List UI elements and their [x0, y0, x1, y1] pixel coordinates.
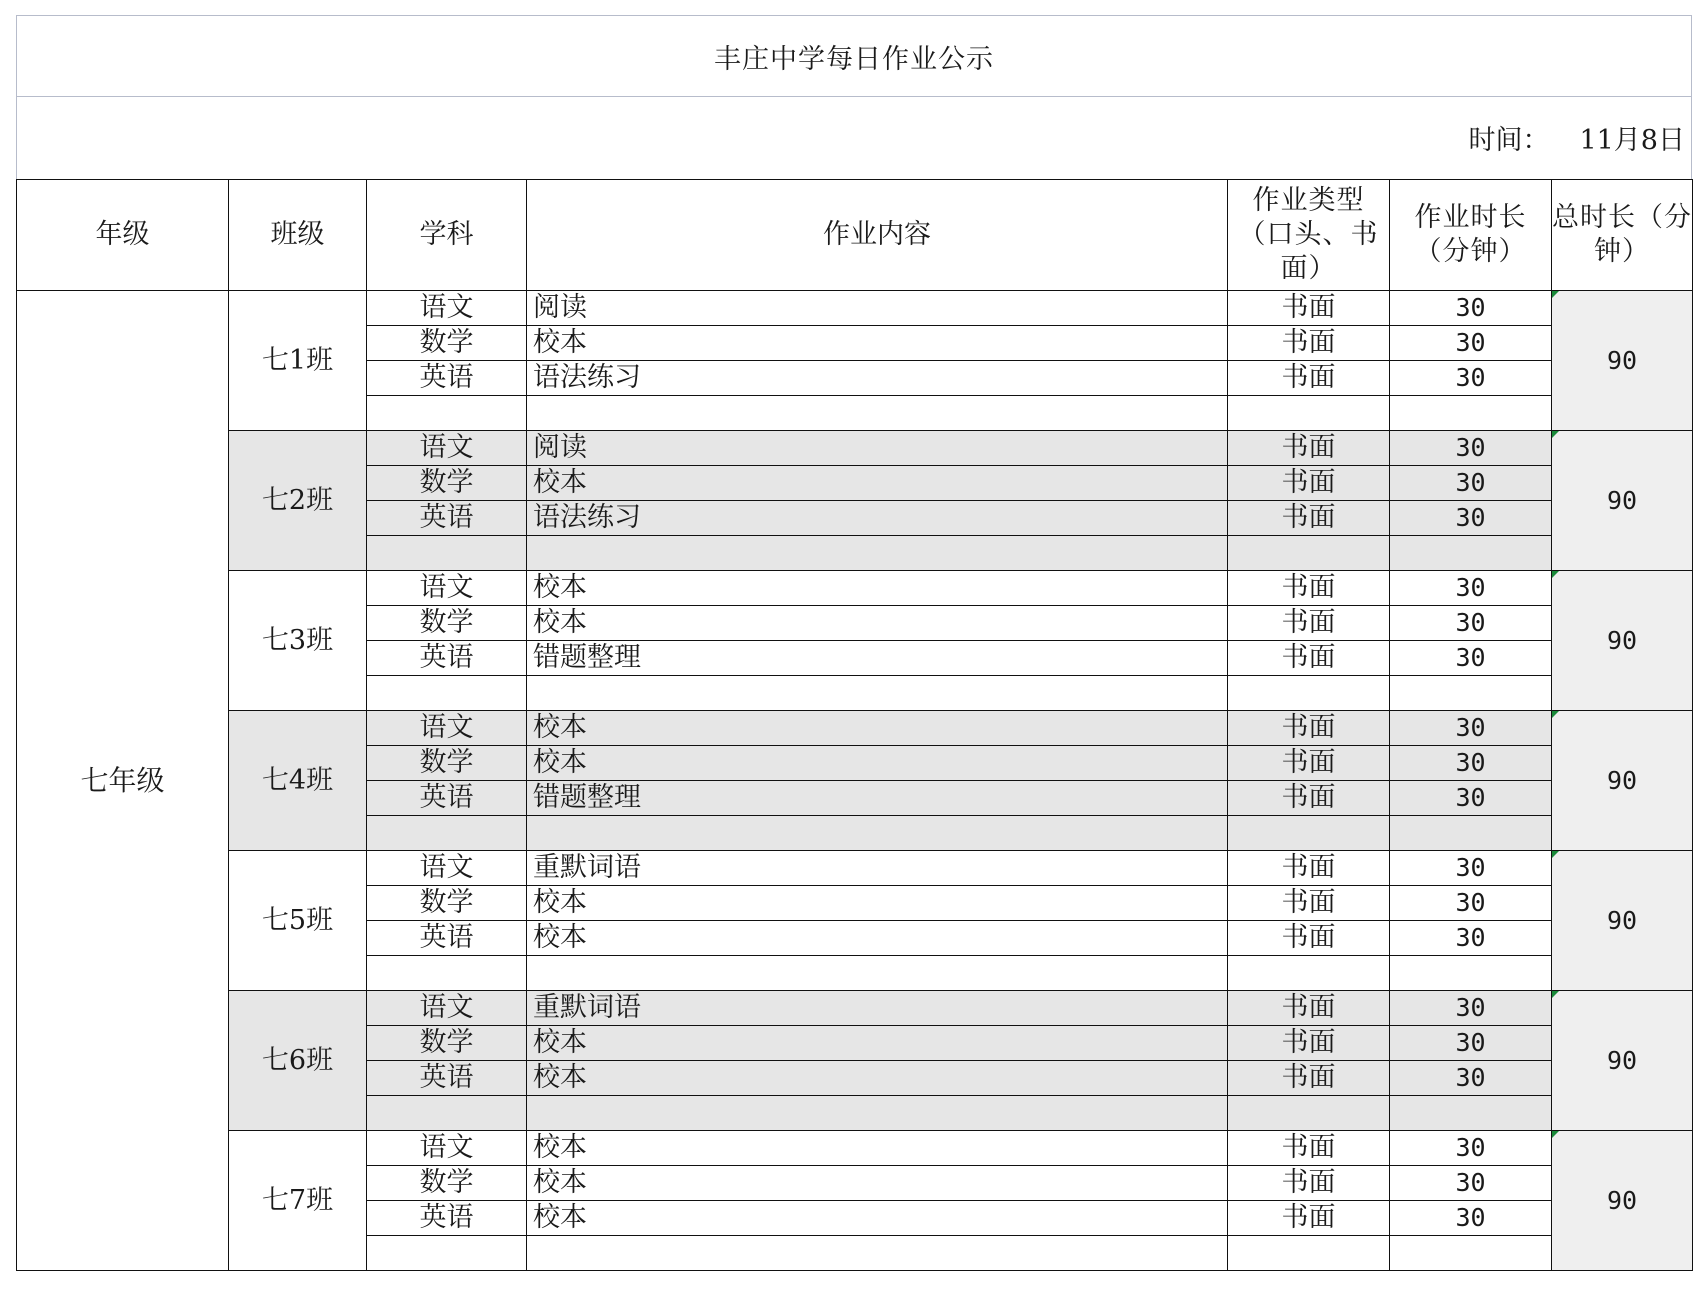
header-total: 总时长（分钟） — [1552, 180, 1693, 291]
table-row — [17, 291, 1693, 326]
class-name-cell: 七4班 — [229, 711, 367, 851]
content-cell: 校本 — [527, 921, 1228, 956]
duration-cell — [1390, 396, 1552, 431]
subject-cell — [367, 1096, 527, 1131]
type-cell: 书面 — [1228, 746, 1390, 781]
duration-cell: 30 — [1390, 921, 1552, 956]
type-cell: 书面 — [1228, 991, 1390, 1026]
type-cell: 书面 — [1228, 851, 1390, 886]
type-cell — [1228, 1236, 1390, 1271]
table-row — [17, 1131, 1693, 1166]
type-cell: 书面 — [1228, 1201, 1390, 1236]
comment-marker-icon — [1552, 291, 1559, 298]
duration-cell — [1390, 1096, 1552, 1131]
type-cell: 书面 — [1228, 291, 1390, 326]
table-row — [17, 851, 1693, 886]
content-cell — [527, 1236, 1228, 1271]
subject-cell: 英语 — [367, 1201, 527, 1236]
comment-marker-icon — [1552, 571, 1559, 578]
header-class: 班级 — [229, 180, 367, 291]
content-cell: 错题整理 — [527, 781, 1228, 816]
subject-cell: 语文 — [367, 1131, 527, 1166]
duration-cell — [1390, 956, 1552, 991]
type-cell — [1228, 676, 1390, 711]
total-duration-cell — [1552, 1131, 1693, 1271]
table-row — [17, 991, 1693, 1026]
subject-cell: 语文 — [367, 711, 527, 746]
total-duration-cell — [1552, 991, 1693, 1131]
type-cell: 书面 — [1228, 501, 1390, 536]
type-cell: 书面 — [1228, 886, 1390, 921]
duration-cell — [1390, 1236, 1552, 1271]
type-cell: 书面 — [1228, 466, 1390, 501]
header-content: 作业内容 — [527, 180, 1228, 291]
duration-cell: 30 — [1390, 501, 1552, 536]
duration-cell: 30 — [1390, 746, 1552, 781]
class-name-cell: 七6班 — [229, 991, 367, 1131]
table-row — [17, 711, 1693, 746]
type-cell: 书面 — [1228, 1131, 1390, 1166]
content-cell: 校本 — [527, 571, 1228, 606]
type-cell — [1228, 1096, 1390, 1131]
subject-cell: 语文 — [367, 431, 527, 466]
sheet-title: 丰庄中学每日作业公示 — [16, 15, 1692, 97]
subject-cell: 数学 — [367, 606, 527, 641]
date-row — [16, 97, 1692, 179]
subject-cell: 语文 — [367, 291, 527, 326]
header-type: 作业类型（口头、书面） — [1228, 180, 1390, 291]
subject-cell: 数学 — [367, 1166, 527, 1201]
subject-cell — [367, 956, 527, 991]
type-cell — [1228, 956, 1390, 991]
subject-cell: 语文 — [367, 851, 527, 886]
subject-cell: 英语 — [367, 641, 527, 676]
type-cell — [1228, 536, 1390, 571]
type-cell: 书面 — [1228, 711, 1390, 746]
content-cell: 重默词语 — [527, 851, 1228, 886]
content-cell: 校本 — [527, 1131, 1228, 1166]
content-cell — [527, 1096, 1228, 1131]
header-grade: 年级 — [17, 180, 229, 291]
duration-cell: 30 — [1390, 571, 1552, 606]
content-cell: 校本 — [527, 1026, 1228, 1061]
content-cell: 阅读 — [527, 431, 1228, 466]
total-value: 90 — [1606, 765, 1638, 795]
homework-sheet — [16, 15, 1692, 1271]
comment-marker-icon — [1552, 711, 1559, 718]
content-cell — [527, 396, 1228, 431]
duration-cell: 30 — [1390, 1166, 1552, 1201]
subject-cell — [367, 816, 527, 851]
comment-marker-icon — [1552, 991, 1559, 998]
type-cell: 书面 — [1228, 1061, 1390, 1096]
total-duration-cell — [1552, 291, 1693, 431]
duration-cell: 30 — [1390, 606, 1552, 641]
subject-cell: 数学 — [367, 466, 527, 501]
header-row — [17, 180, 1693, 291]
comment-marker-icon — [1552, 431, 1559, 438]
total-duration-cell — [1552, 851, 1693, 991]
total-value: 90 — [1606, 345, 1638, 375]
duration-cell: 30 — [1390, 641, 1552, 676]
type-cell: 书面 — [1228, 571, 1390, 606]
subject-cell: 英语 — [367, 361, 527, 396]
header-duration: 作业时长（分钟） — [1390, 180, 1552, 291]
content-cell: 校本 — [527, 1061, 1228, 1096]
total-duration-cell — [1552, 431, 1693, 571]
type-cell: 书面 — [1228, 431, 1390, 466]
content-cell: 校本 — [527, 746, 1228, 781]
class-name-cell: 七5班 — [229, 851, 367, 991]
type-cell: 书面 — [1228, 361, 1390, 396]
subject-cell — [367, 536, 527, 571]
total-duration-cell — [1552, 711, 1693, 851]
subject-cell: 数学 — [367, 746, 527, 781]
content-cell — [527, 956, 1228, 991]
type-cell — [1228, 396, 1390, 431]
content-cell: 校本 — [527, 606, 1228, 641]
content-cell: 校本 — [527, 711, 1228, 746]
duration-cell: 30 — [1390, 991, 1552, 1026]
class-name-cell: 七1班 — [229, 291, 367, 431]
total-value: 90 — [1606, 485, 1638, 515]
content-cell: 阅读 — [527, 291, 1228, 326]
content-cell — [527, 676, 1228, 711]
duration-cell: 30 — [1390, 1131, 1552, 1166]
duration-cell: 30 — [1390, 781, 1552, 816]
content-cell: 重默词语 — [527, 991, 1228, 1026]
duration-cell: 30 — [1390, 711, 1552, 746]
class-name-cell: 七3班 — [229, 571, 367, 711]
grade-cell: 七年级 — [17, 291, 229, 1271]
type-cell — [1228, 816, 1390, 851]
duration-cell: 30 — [1390, 361, 1552, 396]
subject-cell: 数学 — [367, 886, 527, 921]
duration-cell: 30 — [1390, 326, 1552, 361]
type-cell: 书面 — [1228, 921, 1390, 956]
type-cell: 书面 — [1228, 781, 1390, 816]
total-duration-cell — [1552, 571, 1693, 711]
content-cell: 校本 — [527, 886, 1228, 921]
type-cell: 书面 — [1228, 1166, 1390, 1201]
subject-cell — [367, 676, 527, 711]
table-row — [17, 571, 1693, 606]
header-subject: 学科 — [367, 180, 527, 291]
total-value: 90 — [1606, 1045, 1638, 1075]
class-name-cell: 七2班 — [229, 431, 367, 571]
date-value: 11月8日 — [1579, 125, 1685, 156]
content-cell: 校本 — [527, 466, 1228, 501]
duration-cell: 30 — [1390, 1201, 1552, 1236]
duration-cell — [1390, 536, 1552, 571]
subject-cell: 英语 — [367, 501, 527, 536]
type-cell: 书面 — [1228, 641, 1390, 676]
date-label: 时间： — [1468, 125, 1550, 156]
total-value: 90 — [1606, 905, 1638, 935]
class-name-cell: 七7班 — [229, 1131, 367, 1271]
subject-cell — [367, 396, 527, 431]
duration-cell: 30 — [1390, 431, 1552, 466]
duration-cell: 30 — [1390, 1061, 1552, 1096]
content-cell: 错题整理 — [527, 641, 1228, 676]
subject-cell: 英语 — [367, 781, 527, 816]
subject-cell: 语文 — [367, 991, 527, 1026]
comment-marker-icon — [1552, 1131, 1559, 1138]
content-cell: 语法练习 — [527, 501, 1228, 536]
duration-cell — [1390, 676, 1552, 711]
content-cell — [527, 816, 1228, 851]
homework-table — [16, 179, 1693, 1271]
duration-cell: 30 — [1390, 1026, 1552, 1061]
content-cell: 校本 — [527, 1201, 1228, 1236]
content-cell: 校本 — [527, 326, 1228, 361]
type-cell: 书面 — [1228, 606, 1390, 641]
duration-cell: 30 — [1390, 466, 1552, 501]
duration-cell: 30 — [1390, 851, 1552, 886]
duration-cell — [1390, 816, 1552, 851]
subject-cell: 语文 — [367, 571, 527, 606]
subject-cell — [367, 1236, 527, 1271]
duration-cell: 30 — [1390, 886, 1552, 921]
total-value: 90 — [1606, 1185, 1638, 1215]
content-cell — [527, 536, 1228, 571]
content-cell: 校本 — [527, 1166, 1228, 1201]
comment-marker-icon — [1552, 851, 1559, 858]
table-row — [17, 431, 1693, 466]
total-value: 90 — [1606, 625, 1638, 655]
subject-cell: 英语 — [367, 1061, 527, 1096]
subject-cell: 英语 — [367, 921, 527, 956]
type-cell: 书面 — [1228, 1026, 1390, 1061]
type-cell: 书面 — [1228, 326, 1390, 361]
subject-cell: 数学 — [367, 326, 527, 361]
duration-cell: 30 — [1390, 291, 1552, 326]
subject-cell: 数学 — [367, 1026, 527, 1061]
content-cell: 语法练习 — [527, 361, 1228, 396]
